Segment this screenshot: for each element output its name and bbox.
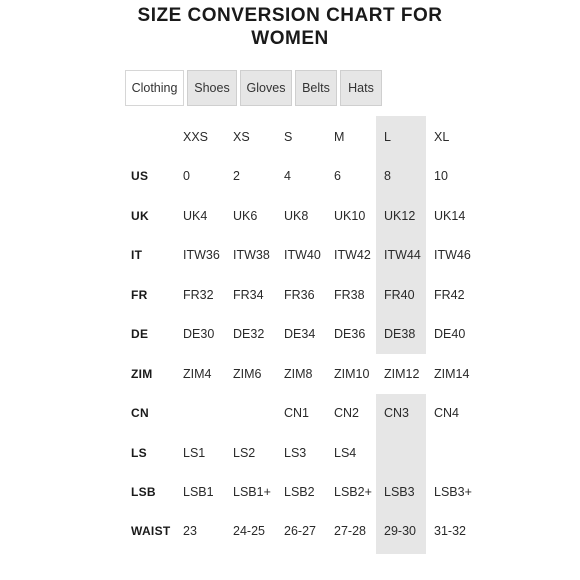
size-cell: LS2 (233, 446, 256, 460)
size-cell: ITW40 (284, 248, 321, 262)
size-cell: UK10 (334, 209, 366, 223)
size-cell: ZIM6 (233, 367, 262, 381)
column-header-xs: XS (233, 130, 250, 144)
column-header-xl: XL (434, 130, 450, 144)
row-label-zim: ZIM (131, 367, 153, 381)
size-cell: 29-30 (384, 524, 416, 538)
size-cell: 24-25 (233, 524, 265, 538)
size-cell: 26-27 (284, 524, 316, 538)
row-label-it: IT (131, 248, 143, 262)
size-cell: 8 (384, 169, 391, 183)
size-cell: FR40 (384, 288, 415, 302)
size-cell: LSB3+ (434, 485, 472, 499)
row-label-de: DE (131, 327, 149, 341)
size-cell: 0 (183, 169, 190, 183)
size-cell: DE30 (183, 327, 215, 341)
size-cell: CN2 (334, 406, 360, 420)
size-cell: ITW42 (334, 248, 371, 262)
size-cell: FR38 (334, 288, 365, 302)
size-cell: 10 (434, 169, 448, 183)
size-cell: UK4 (183, 209, 208, 223)
column-header-l: L (384, 130, 391, 144)
size-cell: 4 (284, 169, 291, 183)
size-cell: ITW46 (434, 248, 471, 262)
size-cell: ITW36 (183, 248, 220, 262)
size-cell: UK12 (384, 209, 416, 223)
size-cell: ZIM12 (384, 367, 420, 381)
size-cell: FR42 (434, 288, 465, 302)
column-header-xxs: XXS (183, 130, 209, 144)
row-label-uk: UK (131, 209, 149, 223)
size-cell: 23 (183, 524, 197, 538)
size-cell: LSB2+ (334, 485, 372, 499)
size-cell: FR36 (284, 288, 315, 302)
size-cell: ITW38 (233, 248, 270, 262)
size-cell: UK8 (284, 209, 309, 223)
title-line-1: SIZE CONVERSION CHART FOR (137, 5, 443, 26)
row-label-us: US (131, 169, 149, 183)
size-cell: 31-32 (434, 524, 466, 538)
size-cell: DE34 (284, 327, 316, 341)
tab-gloves[interactable]: Gloves (240, 70, 292, 106)
size-cell: UK6 (233, 209, 258, 223)
size-cell: DE36 (334, 327, 366, 341)
column-header-m: M (334, 130, 345, 144)
size-cell: LS3 (284, 446, 307, 460)
size-cell: CN4 (434, 406, 460, 420)
highlighted-column-upper (376, 116, 426, 354)
column-header-s: S (284, 130, 293, 144)
size-cell: ZIM8 (284, 367, 313, 381)
size-cell: CN3 (384, 406, 410, 420)
size-cell: 27-28 (334, 524, 366, 538)
tab-shoes[interactable]: Shoes (187, 70, 237, 106)
size-cell: FR34 (233, 288, 264, 302)
size-cell: DE32 (233, 327, 265, 341)
size-cell: FR32 (183, 288, 214, 302)
size-cell: LS1 (183, 446, 206, 460)
row-label-waist: WAIST (131, 524, 171, 538)
size-cell: LSB1+ (233, 485, 271, 499)
row-label-ls: LS (131, 446, 147, 460)
size-cell: LSB3 (384, 485, 415, 499)
title-line-2: WOMEN (251, 28, 329, 49)
size-cell: LS4 (334, 446, 357, 460)
size-conversion-table (0, 114, 580, 574)
tab-clothing[interactable]: Clothing (125, 70, 184, 106)
size-cell: ZIM14 (434, 367, 470, 381)
size-cell: UK14 (434, 209, 466, 223)
size-cell: LSB2 (284, 485, 315, 499)
size-cell: DE40 (434, 327, 466, 341)
size-cell: CN1 (284, 406, 310, 420)
row-label-fr: FR (131, 288, 148, 302)
tab-hats[interactable]: Hats (340, 70, 382, 106)
page-title (0, 4, 580, 50)
size-cell: ZIM10 (334, 367, 370, 381)
size-cell: ITW44 (384, 248, 421, 262)
tab-belts[interactable]: Belts (295, 70, 337, 106)
size-cell: ZIM4 (183, 367, 212, 381)
size-cell: LSB1 (183, 485, 214, 499)
size-cell: 2 (233, 169, 240, 183)
size-cell: 6 (334, 169, 341, 183)
row-label-lsb: LSB (131, 485, 156, 499)
size-cell: DE38 (384, 327, 416, 341)
row-label-cn: CN (131, 406, 149, 420)
